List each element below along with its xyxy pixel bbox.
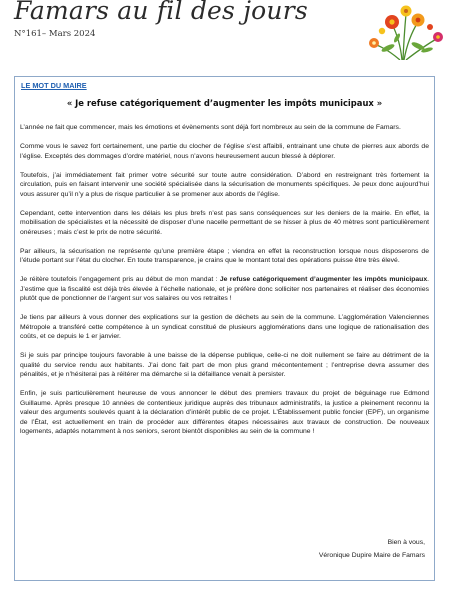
paragraph: L’année ne fait que commencer, mais les émotions et évènements sont déjà fort nombreux au sein de la commune de Famars.: [20, 124, 401, 131]
engagement-intro: Je réitère toutefois l’engagement pris au début de mon mandat :: [20, 276, 220, 283]
signature: Véronique Dupire Maire de Famars: [318, 552, 425, 559]
mayor-article-panel: [14, 76, 435, 581]
flower-bouquet-illustration: [352, 0, 450, 60]
closing-greeting: Bien à vous,: [387, 539, 425, 546]
engagement-paragraph: [20, 275, 429, 304]
paragraph: Si je suis par principe toujours favorable à une baisse de la dépense publique, celle-ci ne doit nullement se faire au détriment de la qualité du service rendu aux habitants. J’ai donc fait part de mon plus grand mécontentement ; l’entreprise devra assumer des pénalités, et je n’hésiterai pas à réitérer ma démarche si la défaillance venait à persister.: [20, 352, 429, 378]
masthead: [0, 0, 450, 64]
engagement-rest: . J’estime que la fiscalité est déjà très élevée à l’échelle nationale, et je préfère donc solliciter nos partenaires et réaliser des économies plutôt que de ponctionner de l’argent sur vos salaires ou vos retraites !: [20, 276, 429, 302]
closing-block: [225, 536, 425, 562]
article-headline: « Je refuse catégoriquement d’augmenter les impôts municipaux »: [66, 98, 383, 108]
engagement-pledge: Je refuse catégoriquement d’augmenter les impôts municipaux: [219, 276, 428, 283]
newsletter-title: Famars au fil des jours: [14, 0, 308, 25]
section-rubric: LE MOT DU MAIRE: [21, 81, 87, 90]
issue-number: N°161– Mars 2024: [14, 29, 96, 39]
paragraph: Je tiens par ailleurs à vous donner des explications sur la gestion de déchets au sein de la commune. L’agglomération Valenciennes Métropole a transféré cette compétence à un syndicat constitué de plusieurs agglomérations dans une logique de rationalisation des coûts, et ce depuis le 1 er janvier.: [20, 314, 429, 340]
article-body: [20, 123, 429, 446]
paragraph: Toutefois, j’ai immédiatement fait primer votre sécurité sur toute autre considération. D’abord en restreignant très fortement la circulation, puis en faisant intervenir une société spécialisée dans la sécurisation de monuments spécifiques. Je peux donc aujourd’hui vous assurer qu’il n’y a plus de risque particulier à se promener aux abords de l’église.: [20, 171, 429, 198]
paragraph: Enfin, je suis particulièrement heureuse de vous annoncer le début des premiers travaux du projet de béguinage rue Edmond Guillaume. Après presque 10 années de contentieux juridique auprès des tribunaux administratifs, la justice a pleinement reconnu la valeur des arguments soulevés quant à la déclaration d’intérêt public de ce projet. L’Établissement public foncier (EPF), un organisme de l’État, est actuellement en train de procéder aux différentes étapes nécessaires aux travaux de construction. De nouveaux logements, adaptés notamment à nos seniors, seront bientôt disponibles au sein de la commune !: [20, 390, 429, 435]
paragraph: Cependant, cette intervention dans les délais les plus brefs n’est pas sans conséquences sur les deniers de la mairie. En effet, la mobilisation de spécialistes et la nécessité de disposer d’une nacelle permettant de se hisser à plus de 40 mètres sont particulièrement onéreuses ; mais c’est le prix de notre sécurité.: [20, 209, 429, 236]
paragraph: Par ailleurs, la sécurisation ne représente qu’une première étape ; viendra en effet la reconstruction lorsque nous disposerons de l’étude portant sur l’état du clocher. En toute transparence, je crains que le montant total des opérations puisse être très élevé.: [20, 247, 429, 264]
paragraph: Comme vous le savez fort certainement, une partie du clocher de l’église s’est affaibli, entrainant une chute de pierres aux abords de l’église. Exceptés des dommages d’ordre matériel, nous n’avons heureusement aucun blessé à déplorer.: [20, 143, 429, 160]
